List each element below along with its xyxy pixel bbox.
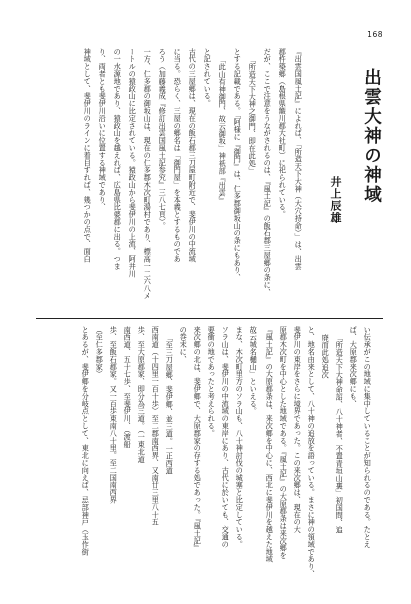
bottom-line: 西南道（十四里一百十歩）至二郡南西界、又南廿三里八十五 [151, 326, 161, 526]
top-line: 郡杵築郷（島根県簸川郡大社町）に祀られている。 [278, 48, 288, 219]
bottom-line: と、地名由来として、八十神の追放を語っている。まさに神の領域であり、 [307, 326, 317, 578]
bottom-line: ソラ山は、斐伊川の中流域の東岸にあり、古代に於いても、交通の [221, 326, 231, 548]
top-line: ろう（加藤義成『修訂出雲国風土記参究』三八七頁）。 [158, 48, 168, 230]
bottom-line: 歩、至飯石郡家。又一百歩東南八十里。至二国南西界 [109, 326, 119, 504]
bottom-line: とあるが、斐伊郷を分岐点として、東北に向えば、忌部神戸（玉作街 [81, 326, 91, 556]
bottom-line: 来次郷の北は、斐伊郷で、大原郡家の存する処であった。『風土記』 [193, 326, 203, 552]
article-title: 出雲大神の神域 [361, 68, 382, 205]
top-line: の一水源地であり、猿政山を越えれば、広島県比婆郡に出る。つま [113, 48, 123, 270]
bottom-line: まな、木次町里方のソラ山も、八十神討伐の城塞と比定している。 [235, 326, 245, 548]
top-line: 『出雲国風土記』によれば、「所造天下大神（大穴持命）」は、出雲 [294, 48, 304, 271]
top-line: 「此山有神御門、故云御坂」神祇部『出雲』 [218, 56, 228, 204]
bottom-line: 要衝の地であったと考えられる。 [207, 326, 217, 437]
bottom-line: 原郡木次町を中心とした地域である。『風土記』の大原郡条は来次郷を [279, 326, 289, 560]
bottom-line: 斐伊川の東岸をさらに境界であった。この来次郷は、現在の大 [293, 326, 303, 534]
top-line: ートルの猿政山に比定されている。猿政山から斐伊川の上流、阿井川 [128, 48, 138, 278]
bottom-line: 廃而此処追次 [321, 334, 331, 379]
top-line: 「所造天下大神之御門、即在此処」 [248, 56, 258, 175]
top-line: 神域として、斐伊川のラインに着目すれば、幾つかの点で、面白 [83, 48, 93, 263]
bottom-line: 「所造天下大神命詔、八十神者、不置青垣山裏」初国問、追 [335, 334, 345, 534]
bottom-line: 南西道、五十七歩、至斐伊川、（渡船 [123, 326, 133, 449]
author-name: 井上辰雄 [329, 176, 342, 224]
bottom-line: 故云城名樋山」といえる。 [249, 326, 259, 415]
top-line: り、両者とも斐伊川沿いに位置する神域であり、 [98, 48, 108, 211]
bottom-line: ば、大原郡来次郷にも、 [349, 326, 359, 408]
section-divider [36, 318, 383, 319]
top-line: と記されている。 [203, 48, 213, 108]
bottom-line: 歩、至大原郡家、即分為三道。（一東北道 [137, 326, 147, 463]
bottom-line: （至仁多郡家） [95, 326, 105, 378]
bottom-line: の巻末に、 [179, 326, 189, 363]
top-line: だが、ここで注意をうながされるのは、『風土記』の飯石郡三屋郷の条に、 [263, 48, 273, 296]
bottom-line: 『風土記』の大原郡条は、来次郷を中心に、西北に斐伊川を越えた地域 [265, 326, 275, 563]
page-number: 168 [367, 30, 383, 39]
top-line: とする記載である。「阿様に『御門』は、仁多郡御坂山の条にもあり、 [233, 48, 243, 282]
bottom-line: 「至三刀屋郷、斐伊郷、並三道。一正西道 [165, 334, 175, 475]
top-line: に当る。恐らく、三屋の郷名は「御門屋」を本義とするものであ [173, 48, 183, 263]
top-line: 一方、仁多郡の御坂山は、現在の仁多郡木次町湯村であり、標高一二六八メ [143, 48, 153, 300]
top-line: 古代の三屋郷は、現在の飯石郡三刀屋町附近で、斐伊川の中流域 [188, 48, 198, 263]
bottom-line: い伝承がこの地域に集中していることが知られるのである。たとえ [363, 326, 373, 548]
